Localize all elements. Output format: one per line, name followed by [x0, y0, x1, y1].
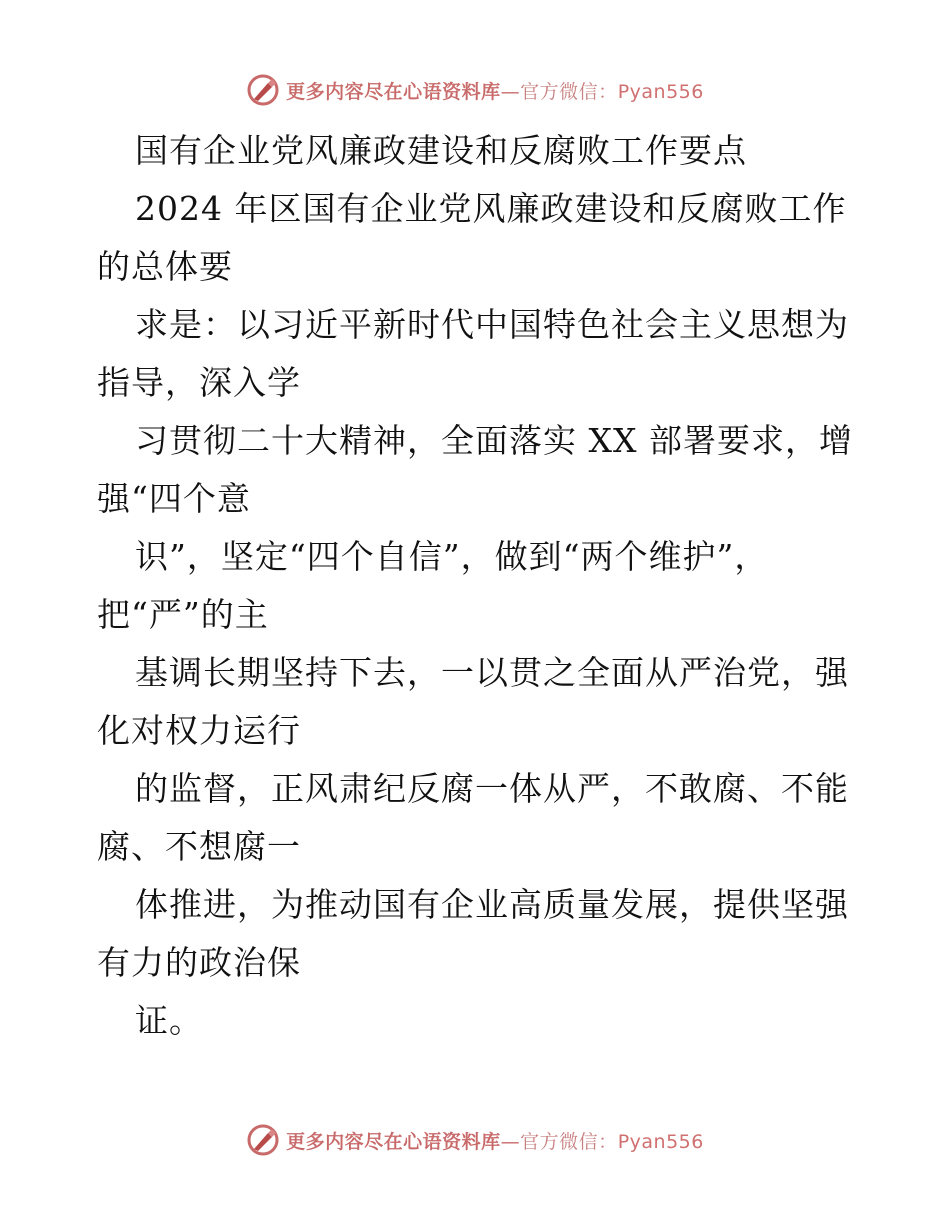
paragraph-line: 有力的政治保: [97, 943, 301, 982]
paragraph-line: 习贯彻二十大精神，全面落实 XX 部署要求，增: [135, 421, 853, 460]
header-watermark-banner: [0, 68, 950, 112]
paragraph-line: 腐、不想腐一: [97, 827, 301, 866]
paragraph-line: 2024 年区国有企业党风廉政建设和反腐败工作: [135, 189, 847, 228]
paragraph-line: 体推进，为推动国有企业高质量发展，提供坚强: [135, 885, 849, 924]
paragraph-line: 指导，深入学: [97, 363, 301, 402]
paragraph-line: 的监督，正风肃纪反腐一体从严，不敢腐、不能: [135, 769, 849, 808]
pen-logo-icon: [246, 73, 280, 107]
paragraph-line: 证。: [135, 1001, 203, 1040]
paragraph-line: 强“四个意: [97, 479, 251, 518]
paragraph-line: 把“严”的主: [97, 595, 269, 634]
paragraph-line: 的总体要: [97, 247, 233, 286]
banner-wechat-label: 官方微信：: [520, 1130, 618, 1153]
banner-separator: —: [500, 1130, 521, 1153]
footer-watermark-banner: [0, 1118, 950, 1162]
banner-text: [286, 1127, 704, 1154]
banner-wechat-id: Pyan556: [617, 80, 704, 103]
paragraph-line: 基调长期坚持下去，一以贯之全面从严治党，强: [135, 653, 849, 692]
banner-text: [286, 77, 704, 104]
banner-wechat-label: 官方微信：: [520, 80, 618, 103]
banner-separator: —: [500, 80, 521, 103]
banner-main-text: 更多内容尽在心语资料库: [286, 80, 501, 103]
pen-logo-icon: [246, 1123, 280, 1157]
document-title: 国有企业党风廉政建设和反腐败工作要点: [135, 131, 747, 170]
paragraph-line: 求是：以习近平新时代中国特色社会主义思想为: [135, 305, 849, 344]
banner-main-text: 更多内容尽在心语资料库: [286, 1130, 501, 1153]
document-body: [97, 122, 857, 1050]
banner-wechat-id: Pyan556: [617, 1130, 704, 1153]
paragraph-line: 化对权力运行: [97, 711, 301, 750]
paragraph-line: 识”，坚定“四个自信”，做到“两个维护”，: [135, 537, 769, 576]
